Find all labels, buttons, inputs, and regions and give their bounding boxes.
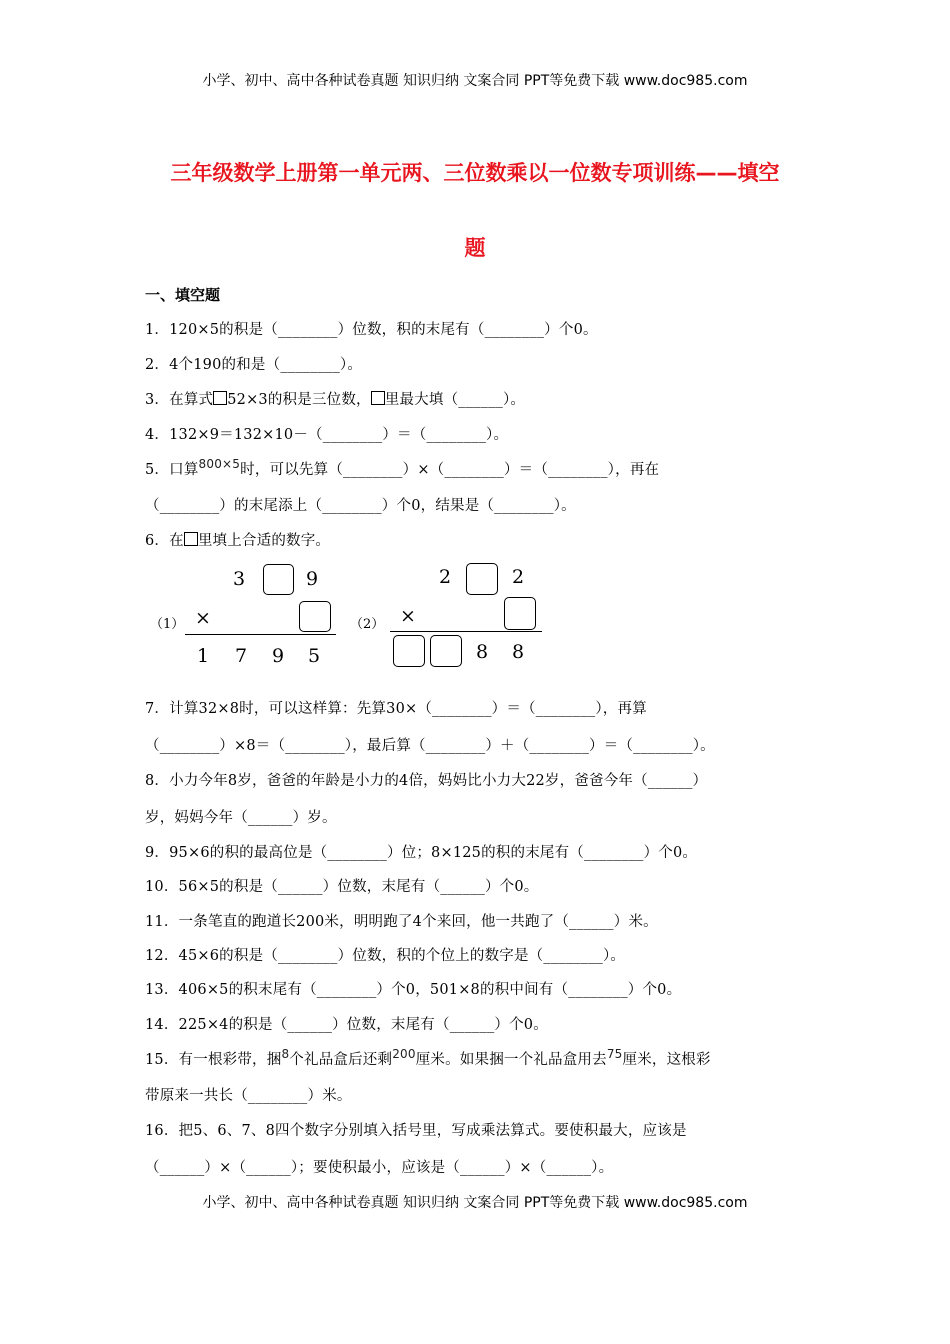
section-heading: 一、填空题 [145,286,221,304]
question-3-part-a: 3．在算式 [145,392,214,408]
question-5-part-b: 时，可以先算（________）×（________）＝（________），再在 [240,462,660,478]
question-9: 9．95×6的积的最高位是（________）位；8×125的积的末尾有（________）个0。 [145,845,698,861]
digit: 8 [476,641,489,663]
blank-square-icon [213,391,227,405]
question-3-part-b: 52×3的积是三位数， [227,392,371,408]
digit: 1 [197,645,210,667]
question-3-part-c: 里最大填（______）。 [384,392,526,408]
question-15-line-2: 带原来一共长（________）米。 [145,1088,352,1104]
question-16-line-2: （______）×（______）；要使积最小，应该是（______）×（______）。 [145,1160,614,1176]
question-7-line-1: 7．计算32×8时，可以这样算：先算30×（________）＝（________），再算 [145,701,647,717]
question-12: 12．45×6的积是（________）位数，积的个位上的数字是（________）。 [145,948,626,964]
question-7-line-2: （________）×8＝（________），最后算（________）＋（________）＝（________）。 [145,738,715,754]
question-15-part-d: 厘米，这根彩 [622,1052,711,1068]
title-line-1: 三年级数学上册第一单元两、三位数乘以一位数专项训练——填空 [170,161,780,185]
blank-square-icon [184,532,198,546]
answer-box[interactable] [430,635,462,667]
answer-box[interactable] [263,564,294,595]
digit: 8 [512,641,525,663]
title-line-2: 题 [464,236,486,260]
divider-line [390,631,542,632]
answer-box[interactable] [466,563,498,595]
question-2: 2．4个190的和是（________）。 [145,357,363,373]
answer-box[interactable] [393,635,425,667]
digit: 2 [439,566,452,588]
digit: 2 [512,566,525,588]
digit: 9 [272,645,285,667]
answer-box[interactable] [299,601,331,632]
question-6-part-a: 6．在 [145,533,184,549]
digit: 9 [306,568,319,590]
question-15-part-b: 个礼品盒后还剩 [289,1052,393,1068]
number-200: 200 [392,1047,416,1061]
times-sign: × [195,607,211,629]
question-6 [145,529,330,550]
digit: 5 [308,645,321,667]
question-5-part-a: 5．口算 [145,462,199,478]
blank-square-icon [371,391,385,405]
question-13: 13．406×5的积末尾有（________）个0，501×8的积中间有（________）个0。 [145,982,682,998]
question-8-line-2: 岁，妈妈今年（______）岁。 [145,810,337,826]
question-15-part-a: 15．有一根彩带，捆 [145,1052,282,1068]
question-16-line-1: 16．把5、6、7、8四个数字分别填入括号里，写成乘法算式。要使积最大，应该是 [145,1123,687,1139]
question-8-line-1: 8．小力今年8岁，爸爸的年龄是小力的4倍，妈妈比小力大22岁，爸爸今年（______） [145,773,708,789]
question-5-expression: 800×5 [198,457,241,471]
divider-line [185,634,336,635]
question-6-part-b: 里填上合适的数字。 [197,533,331,549]
question-5-line-2: （________）的末尾添上（________）个0，结果是（________）。 [145,498,576,514]
number-8: 8 [281,1047,290,1061]
question-14: 14．225×4的积是（______）位数，末尾有（______）个0。 [145,1017,548,1033]
question-4: 4．132×9＝132×10－（________）＝（________）。 [145,427,509,443]
question-1: 1．120×5的积是（________）位数，积的末尾有（________）个0。 [145,322,598,338]
times-sign: × [400,605,416,627]
digit: 3 [233,568,246,590]
page-header: 小学、初中、高中各种试卷真题 知识归纳 文案合同 PPT等免费下载 www.doc985.com [202,73,748,89]
problem-1-label: （1） [150,617,185,632]
number-75: 75 [606,1047,623,1061]
question-3 [145,388,525,409]
question-10: 10．56×5的积是（______）位数，末尾有（______）个0。 [145,879,539,895]
problem-2-label: （2） [350,617,385,632]
question-11: 11．一条笔直的跑道长200米，明明跑了4个来回，他一共跑了（______）米。 [145,914,658,930]
question-5-line-1 [145,457,659,479]
question-15-part-c: 厘米。如果捆一个礼品盒用去 [415,1052,607,1068]
digit: 7 [235,645,248,667]
page-footer: 小学、初中、高中各种试卷真题 知识归纳 文案合同 PPT等免费下载 www.doc985.com [202,1195,748,1211]
answer-box[interactable] [504,597,536,630]
question-15-line-1 [145,1047,711,1069]
